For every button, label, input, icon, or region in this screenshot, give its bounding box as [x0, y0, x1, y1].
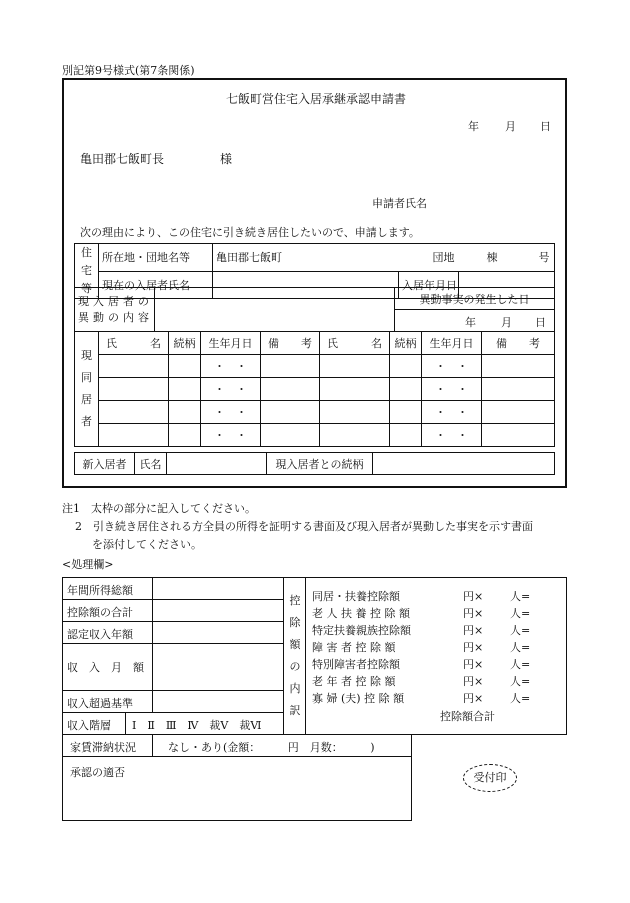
birthdate-field[interactable]: ・ ・	[201, 355, 261, 378]
date-day: 日	[540, 120, 551, 133]
name-field[interactable]	[320, 378, 390, 401]
birthdate-field[interactable]: ・ ・	[422, 401, 482, 424]
breakdown-side-label: 控 除 額 の 内 訳	[289, 594, 301, 717]
change-label: 現入居者の 異動の内容	[75, 288, 155, 332]
table-row	[75, 355, 555, 378]
relation-field[interactable]	[390, 355, 422, 378]
resident-name-label: 現在の入居者氏名	[99, 271, 213, 299]
header-birthdate: 生年月日	[201, 332, 261, 355]
page-title: 七飯町営住宅入居承継承認申請書	[226, 92, 407, 106]
address-field[interactable]: 亀田郡七飯町 団地 棟 号	[213, 244, 555, 272]
relation-field[interactable]	[169, 424, 201, 447]
table-row	[75, 378, 555, 401]
recipient: 亀田郡七飯町長	[80, 152, 165, 166]
occurred-date-field[interactable]: 年 月 日	[395, 310, 555, 332]
rent-arrears-label: 家賃滞納状況	[70, 741, 136, 754]
new-resident-name-field[interactable]	[167, 453, 267, 475]
name-field[interactable]	[320, 355, 390, 378]
remarks-field[interactable]	[261, 355, 320, 378]
occurred-date-label: 異動事実の発生した日	[395, 288, 555, 310]
remarks-field[interactable]	[482, 401, 555, 424]
new-resident-label: 新入居者	[75, 453, 135, 475]
header-birthdate: 生年月日	[422, 332, 482, 355]
new-resident-table	[74, 452, 555, 475]
name-field[interactable]	[99, 355, 169, 378]
processing-title: <処理欄>	[62, 558, 114, 571]
recognized-income-label: 認定収入年額	[67, 628, 133, 641]
address-value: 亀田郡七飯町	[216, 251, 282, 265]
header-name: 氏 名	[99, 332, 169, 355]
birthdate-field[interactable]: ・ ・	[422, 378, 482, 401]
remarks-field[interactable]	[482, 355, 555, 378]
rent-arrears-value[interactable]: なし・あり(金額： 円 月数： )	[168, 741, 375, 754]
deduction-list: 同居・扶養控除額 老 人 扶 養 控 除 額 特定扶養親族控除額 障 害 者 控 除 額 特別障害者控除額 老 年 者 控 除 額 寡 婦 (夫) 控 除 額	[312, 590, 411, 705]
relation-field[interactable]	[390, 424, 422, 447]
relation-field[interactable]	[169, 401, 201, 424]
honorific: 様	[220, 152, 233, 166]
header-remarks: 備 考	[482, 332, 555, 355]
note-2-cont: を添付してください。	[92, 538, 202, 551]
remarks-field[interactable]	[482, 378, 555, 401]
birthdate-field[interactable]: ・ ・	[201, 401, 261, 424]
date-year: 年	[468, 120, 479, 133]
birthdate-field[interactable]: ・ ・	[422, 355, 482, 378]
deduction-yen-column: 円× 円× 円× 円× 円× 円× 円×	[463, 590, 484, 705]
income-brackets[interactable]: Ⅰ Ⅱ Ⅲ Ⅳ 裁Ⅴ 裁Ⅵ	[132, 719, 262, 732]
cohabitants-side-label: 現 同 居 者	[75, 332, 99, 447]
remarks-field[interactable]	[261, 378, 320, 401]
monthly-income-label: 収 入 月 額	[67, 661, 144, 674]
form-number: 別記第9号様式(第7条関係)	[62, 64, 195, 77]
header-remarks: 備 考	[261, 332, 320, 355]
annual-income-label: 年間所得総額	[67, 584, 133, 597]
name-field[interactable]	[320, 401, 390, 424]
approval-label: 承認の適否	[70, 766, 125, 779]
deduction-grand-total-label: 控除額合計	[440, 710, 495, 723]
birthdate-field[interactable]: ・ ・	[422, 424, 482, 447]
birthdate-field[interactable]: ・ ・	[201, 424, 261, 447]
name-field[interactable]	[320, 424, 390, 447]
relation-field[interactable]	[169, 378, 201, 401]
move-in-date-label: 入居年月日	[399, 271, 459, 299]
change-table	[74, 287, 555, 332]
change-content-field[interactable]	[155, 288, 395, 332]
note-2: 2 引き続き居住される方全員の所得を証明する書面及び現入居者が異動した事実を示す書面	[75, 520, 533, 533]
header-name: 氏 名	[320, 332, 390, 355]
header-relation: 続柄	[390, 332, 422, 355]
date-month: 月	[505, 120, 516, 133]
address-label: 所在地・団地名等	[99, 244, 213, 272]
table-row	[75, 401, 555, 424]
name-field[interactable]	[99, 378, 169, 401]
name-field[interactable]	[99, 401, 169, 424]
relation-to-current-field[interactable]	[373, 453, 555, 475]
remarks-field[interactable]	[261, 424, 320, 447]
deduction-people-column: 人= 人= 人= 人= 人= 人= 人=	[510, 590, 531, 705]
cohabitants-table	[74, 331, 555, 447]
header-relation: 続柄	[169, 332, 201, 355]
remarks-field[interactable]	[482, 424, 555, 447]
new-resident-name-label: 氏名	[135, 453, 167, 475]
income-excess-label: 収入超過基準	[67, 697, 133, 710]
housing-side-label: 住 宅 等	[75, 244, 99, 299]
reception-stamp: 受付印	[463, 764, 517, 792]
deduction-total-label: 控除額の合計	[67, 606, 133, 619]
intro-text: 次の理由により、この住宅に引き続き居住したいので、申請します。	[80, 226, 420, 239]
table-row	[75, 424, 555, 447]
income-bracket-label: 収入階層	[67, 719, 111, 732]
note-1: 注1 太枠の部分に記入してください。	[62, 502, 256, 515]
relation-field[interactable]	[390, 378, 422, 401]
birthdate-field[interactable]: ・ ・	[201, 378, 261, 401]
remarks-field[interactable]	[261, 401, 320, 424]
relation-field[interactable]	[390, 401, 422, 424]
name-field[interactable]	[99, 424, 169, 447]
applicant-name-label: 申請者氏名	[372, 197, 427, 210]
relation-field[interactable]	[169, 355, 201, 378]
relation-to-current-label: 現入居者との続柄	[267, 453, 373, 475]
